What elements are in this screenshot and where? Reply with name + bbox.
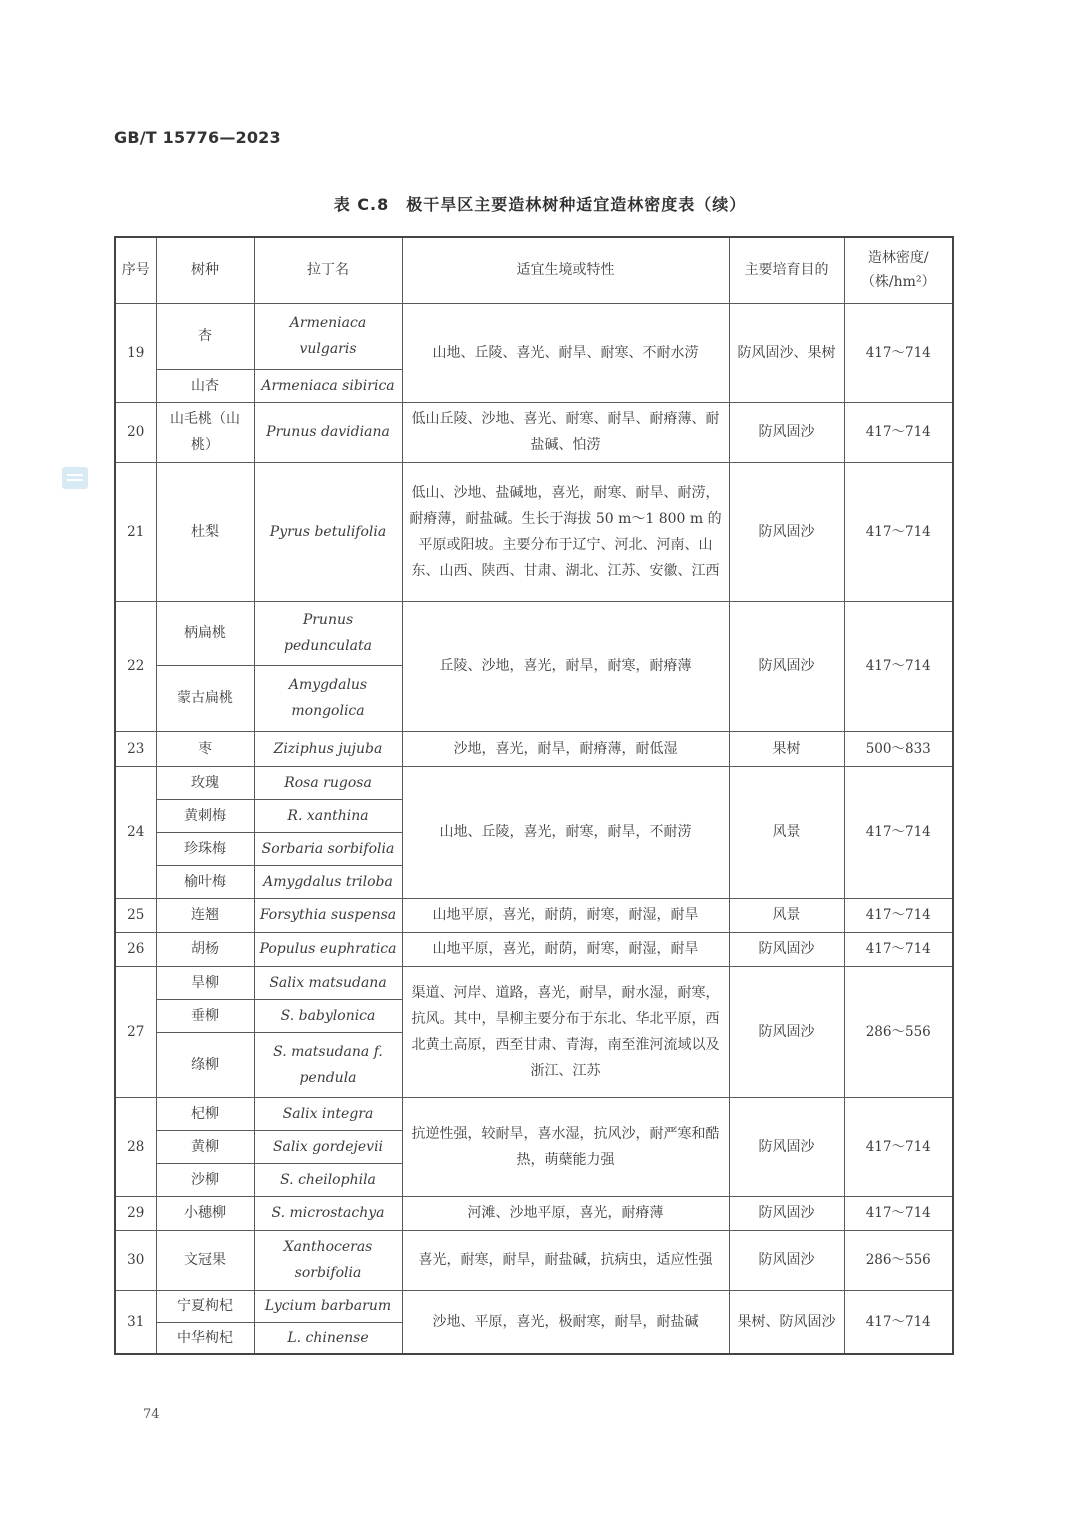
species-name: 中华枸杞 (156, 1322, 254, 1354)
density-cell: 417～714 (844, 898, 953, 932)
latin-name: Xanthoceras sorbifolia (254, 1230, 402, 1290)
table-title: 表 C.8 极干旱区主要造林树种适宜造林密度表（续） (333, 195, 747, 214)
col-header-purpose: 主要培育目的 (729, 237, 844, 303)
habitat-cell: 低山、沙地、盐碱地，喜光，耐寒、耐旱、耐涝，耐瘠薄，耐盐碱。生长于海拔 50 m～1 800 m 的平原或阳坡。主要分布于辽宁、河北、河南、山东、山西、陕西、甘肃、湖北、江苏、安徽、江西 (402, 462, 729, 601)
density-cell: 417～714 (844, 303, 953, 402)
col-header-habitat: 适宜生境或特性 (402, 237, 729, 303)
habitat-cell: 山地平原，喜光，耐荫，耐寒，耐湿，耐旱 (402, 932, 729, 966)
density-header-line1: 造林密度/ (867, 250, 929, 267)
row-number: 27 (115, 966, 156, 1097)
species-name: 山杏 (156, 369, 254, 402)
table-row (115, 898, 953, 932)
species-name: 玫瑰 (156, 766, 254, 799)
species-name: 山毛桃（山桃） (156, 402, 254, 462)
density-cell: 286～556 (844, 966, 953, 1097)
purpose-cell: 防风固沙 (729, 1196, 844, 1230)
latin-name: R. xanthina (254, 799, 402, 832)
latin-name: Sorbaria sorbifolia (254, 832, 402, 865)
species-name: 黄刺梅 (156, 799, 254, 832)
density-cell: 500～833 (844, 731, 953, 766)
latin-name: Populus euphratica (254, 932, 402, 966)
habitat-cell: 沙地、平原，喜光，极耐寒，耐旱，耐盐碱 (402, 1290, 729, 1354)
species-name: 杏 (156, 303, 254, 369)
table-row (115, 1196, 953, 1230)
density-cell: 417～714 (844, 766, 953, 898)
row-number: 20 (115, 402, 156, 462)
species-name: 榆叶梅 (156, 865, 254, 898)
table-row (115, 932, 953, 966)
purpose-cell: 防风固沙 (729, 1097, 844, 1196)
latin-name: S. microstachya (254, 1196, 402, 1230)
row-number: 25 (115, 898, 156, 932)
species-name: 旱柳 (156, 966, 254, 999)
latin-name: L. chinense (254, 1322, 402, 1354)
habitat-cell: 山地、丘陵、喜光、耐旱、耐寒、不耐水涝 (402, 303, 729, 402)
purpose-cell: 果树 (729, 731, 844, 766)
species-name: 胡杨 (156, 932, 254, 966)
density-header-line2: （株/hm²） (860, 274, 936, 291)
latin-name: Amygdalus mongolica (254, 665, 402, 731)
row-number: 28 (115, 1097, 156, 1196)
col-header-density (844, 237, 953, 303)
table-row (115, 766, 953, 799)
latin-name: Salix integra (254, 1097, 402, 1130)
species-name: 枣 (156, 731, 254, 766)
planting-density-table (114, 236, 954, 1355)
col-header-no: 序号 (115, 237, 156, 303)
row-number: 26 (115, 932, 156, 966)
species-name: 绦柳 (156, 1032, 254, 1097)
density-cell: 417～714 (844, 932, 953, 966)
habitat-cell: 河滩、沙地平原，喜光，耐瘠薄 (402, 1196, 729, 1230)
latin-name: Pyrus betulifolia (254, 462, 402, 601)
species-name: 垂柳 (156, 999, 254, 1032)
latin-name: Armeniaca sibirica (254, 369, 402, 402)
species-name: 黄柳 (156, 1130, 254, 1163)
habitat-cell: 抗逆性强，较耐旱，喜水湿，抗风沙，耐严寒和酷热，萌蘖能力强 (402, 1097, 729, 1196)
row-number: 24 (115, 766, 156, 898)
density-cell: 286～556 (844, 1230, 953, 1290)
habitat-cell: 低山丘陵、沙地、喜光、耐寒、耐旱、耐瘠薄、耐盐碱、怕涝 (402, 402, 729, 462)
latin-name: Armeniaca vulgaris (254, 303, 402, 369)
row-number: 31 (115, 1290, 156, 1354)
latin-name: Amygdalus triloba (254, 865, 402, 898)
purpose-cell: 防风固沙 (729, 932, 844, 966)
table-row (115, 1097, 953, 1130)
table-row (115, 1290, 953, 1322)
page-number: 74 (143, 1407, 160, 1422)
habitat-cell: 山地平原，喜光，耐荫，耐寒，耐湿，耐旱 (402, 898, 729, 932)
purpose-cell: 防风固沙、果树 (729, 303, 844, 402)
latin-name: Salix matsudana (254, 966, 402, 999)
latin-name: S. matsudana f. pendula (254, 1032, 402, 1097)
species-name: 连翘 (156, 898, 254, 932)
density-cell: 417～714 (844, 1097, 953, 1196)
watermark-logo (62, 467, 88, 489)
latin-name: Forsythia suspensa (254, 898, 402, 932)
purpose-cell: 防风固沙 (729, 601, 844, 731)
species-name: 柄扁桃 (156, 601, 254, 665)
purpose-cell: 防风固沙 (729, 966, 844, 1097)
purpose-cell: 防风固沙 (729, 1230, 844, 1290)
species-name: 蒙古扁桃 (156, 665, 254, 731)
table-row (115, 966, 953, 999)
table-header-row (115, 237, 953, 303)
col-header-species: 树种 (156, 237, 254, 303)
purpose-cell: 果树、防风固沙 (729, 1290, 844, 1354)
habitat-cell: 沙地，喜光，耐旱，耐瘠薄，耐低湿 (402, 731, 729, 766)
species-name: 沙柳 (156, 1163, 254, 1196)
density-cell: 417～714 (844, 601, 953, 731)
table-row (115, 402, 953, 462)
density-cell: 417～714 (844, 1196, 953, 1230)
row-number: 30 (115, 1230, 156, 1290)
table-row (115, 462, 953, 601)
latin-name: Ziziphus jujuba (254, 731, 402, 766)
habitat-cell: 渠道、河岸、道路，喜光，耐旱，耐水湿，耐寒，抗风。其中，旱柳主要分布于东北、华北平原，西北黄土高原，西至甘肃、青海，南至淮河流域以及浙江、江苏 (402, 966, 729, 1097)
purpose-cell: 防风固沙 (729, 462, 844, 601)
row-number: 22 (115, 601, 156, 731)
latin-name: Lycium barbarum (254, 1290, 402, 1322)
latin-name: Prunus pedunculata (254, 601, 402, 665)
row-number: 23 (115, 731, 156, 766)
density-cell: 417～714 (844, 462, 953, 601)
purpose-cell: 风景 (729, 766, 844, 898)
table-row (115, 1230, 953, 1290)
latin-name: S. babylonica (254, 999, 402, 1032)
density-cell: 417～714 (844, 402, 953, 462)
species-name: 杞柳 (156, 1097, 254, 1130)
habitat-cell: 喜光，耐寒，耐旱，耐盐碱，抗病虫，适应性强 (402, 1230, 729, 1290)
density-cell: 417～714 (844, 1290, 953, 1354)
row-number: 21 (115, 462, 156, 601)
purpose-cell: 风景 (729, 898, 844, 932)
row-number: 19 (115, 303, 156, 402)
table-row (115, 731, 953, 766)
standard-code: GB/T 15776—2023 (114, 128, 281, 147)
purpose-cell: 防风固沙 (729, 402, 844, 462)
row-number: 29 (115, 1196, 156, 1230)
latin-name: Prunus davidiana (254, 402, 402, 462)
species-name: 珍珠梅 (156, 832, 254, 865)
species-name: 宁夏枸杞 (156, 1290, 254, 1322)
habitat-cell: 山地、丘陵，喜光，耐寒，耐旱，不耐涝 (402, 766, 729, 898)
habitat-cell: 丘陵、沙地，喜光，耐旱，耐寒，耐瘠薄 (402, 601, 729, 731)
species-name: 杜梨 (156, 462, 254, 601)
latin-name: S. cheilophila (254, 1163, 402, 1196)
table-row (115, 601, 953, 665)
species-name: 小穗柳 (156, 1196, 254, 1230)
table-row (115, 303, 953, 369)
latin-name: Rosa rugosa (254, 766, 402, 799)
col-header-latin: 拉丁名 (254, 237, 402, 303)
latin-name: Salix gordejevii (254, 1130, 402, 1163)
species-name: 文冠果 (156, 1230, 254, 1290)
